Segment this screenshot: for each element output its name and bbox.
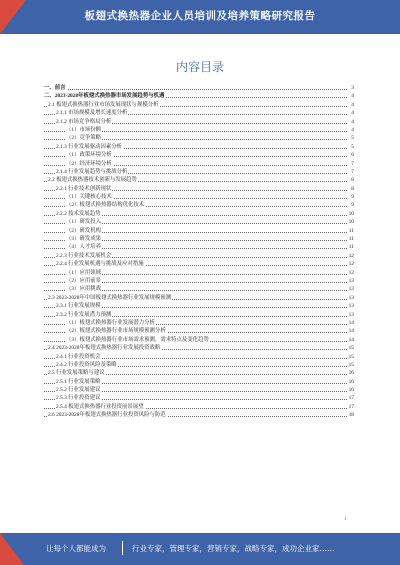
toc-entry-page: 4 bbox=[351, 93, 354, 100]
toc-entry-page: 16 bbox=[348, 370, 354, 377]
toc-entry-page: 5 bbox=[351, 143, 354, 150]
toc-entry-page: 16 bbox=[348, 378, 354, 385]
toc-entry[interactable] bbox=[44, 353, 354, 361]
toc-entry[interactable] bbox=[44, 411, 354, 419]
toc-entry[interactable] bbox=[44, 319, 354, 327]
toc-entry[interactable] bbox=[44, 252, 354, 260]
toc-entry[interactable] bbox=[44, 243, 354, 251]
header-bar bbox=[0, 0, 400, 34]
toc-entry-text: （1）应用领域 bbox=[66, 269, 102, 276]
toc-entry-text: （2）应用前景 bbox=[66, 277, 102, 284]
toc-entry[interactable] bbox=[44, 151, 354, 159]
toc-entry-text: （2）板翅式换热器行业市场规模预测分析 bbox=[66, 328, 166, 335]
toc-entry-text: （1）研发投入 bbox=[66, 219, 102, 226]
toc-entry-text: 2.4.1 行业投资机会 bbox=[56, 353, 101, 360]
toc-entry-text: （3）应用挑战 bbox=[66, 286, 102, 293]
toc-entry-text: 2.2.3 行业技术发展机会 bbox=[56, 252, 112, 259]
toc-entry-page: 17 bbox=[348, 395, 354, 402]
toc-entry-page: 11 bbox=[348, 227, 354, 234]
footer-tagline: 行业专家，管理专家，营销专家，战略专家，成功企业家…… bbox=[132, 544, 335, 553]
toc-entry[interactable] bbox=[44, 361, 354, 369]
toc-entry-text: 2.1.1 市场规模及增长速度分析 bbox=[56, 110, 128, 117]
toc-entry-page: 9 bbox=[351, 202, 354, 209]
toc-entry[interactable] bbox=[44, 193, 354, 201]
toc-entry[interactable] bbox=[44, 118, 354, 126]
toc-entry[interactable] bbox=[44, 227, 354, 235]
toc-entry-text: （2）板翅式换热器结构优化技术 bbox=[66, 202, 145, 209]
page-number: 1 bbox=[344, 517, 347, 522]
toc-entry[interactable] bbox=[44, 336, 354, 344]
toc-entry[interactable] bbox=[44, 302, 354, 310]
toc-entry-text: 2.5.4 板翅式换热器行业投资前景展望 bbox=[56, 403, 144, 410]
toc-entry[interactable] bbox=[44, 344, 354, 352]
footer-accent-triangle bbox=[0, 533, 24, 565]
toc-entry[interactable] bbox=[44, 160, 354, 168]
toc-entry-page: 12 bbox=[348, 269, 354, 276]
toc-entry-page: 7 bbox=[351, 160, 354, 167]
toc-entry-page: 5 bbox=[351, 135, 354, 142]
toc-entry[interactable] bbox=[44, 218, 354, 226]
toc-entry-text: 2.1.3 行业发展驱动因素分析 bbox=[56, 143, 123, 150]
toc-leader-dots bbox=[44, 89, 347, 90]
toc-entry[interactable] bbox=[44, 260, 354, 268]
toc-entry[interactable] bbox=[44, 386, 354, 394]
report-title: 板翅式换热器企业人员培训及培养策略研究报告 bbox=[84, 10, 316, 22]
toc-entry-text: 二、2023-2028年板翅式换热器市场发展趋势与机遇 bbox=[44, 93, 165, 100]
toc-entry-text: （3）板翅式换热器行业市场需求预测，需求特点及变化趋势 bbox=[66, 336, 209, 343]
toc-entry-text: 2.3.1 行业发展规模 bbox=[56, 303, 101, 310]
toc-entry-text: （1）板翅式换热器行业发展潜力分析 bbox=[66, 319, 155, 326]
toc-entry[interactable] bbox=[44, 126, 354, 134]
toc-entry-page: 4 bbox=[351, 126, 354, 133]
toc-entry-page: 7 bbox=[351, 168, 354, 175]
toc-entry[interactable] bbox=[44, 168, 354, 176]
toc-entry[interactable] bbox=[44, 134, 354, 142]
toc-entry-text: （1）关键核心技术 bbox=[66, 194, 112, 201]
toc-entry[interactable] bbox=[44, 176, 354, 184]
toc-entry-page: 15 bbox=[348, 353, 354, 360]
toc-entry-page: 12 bbox=[348, 261, 354, 268]
toc-entry-page: 4 bbox=[351, 118, 354, 125]
toc-entry[interactable] bbox=[44, 403, 354, 411]
toc-entry[interactable] bbox=[44, 311, 354, 319]
toc-entry[interactable] bbox=[44, 327, 354, 335]
toc-entry[interactable] bbox=[44, 185, 354, 193]
toc-entry-text: 2.2.4 行业发展机遇与挑战及应对措施 bbox=[56, 261, 144, 268]
toc-entry-page: 10 bbox=[348, 219, 354, 226]
toc-entry-text: （3）研发成果 bbox=[66, 236, 102, 243]
toc-entry-text: （2）竞争策略 bbox=[66, 135, 102, 142]
toc-entry[interactable] bbox=[44, 92, 354, 100]
toc-entry-text: （1）政策环境分析 bbox=[66, 152, 112, 159]
toc-entry-text: （2）经济环境分析 bbox=[66, 160, 112, 167]
toc-entry[interactable] bbox=[44, 143, 354, 151]
toc-entry-text: （2）研发机构 bbox=[66, 227, 102, 234]
toc-entry[interactable] bbox=[44, 269, 354, 277]
toc-entry[interactable] bbox=[44, 378, 354, 386]
toc-entry-text: 2.5.3 行业投资建议 bbox=[56, 395, 101, 402]
toc-entry-text: 2.4 2023-2028年板翅式换热器行业发展投资战略 bbox=[48, 345, 161, 352]
toc-entry-page: 13 bbox=[348, 311, 354, 318]
toc-entry-page: 4 bbox=[351, 110, 354, 117]
toc-heading: 内容目录 bbox=[175, 60, 224, 74]
toc-entry-text: 一、前言 bbox=[44, 85, 66, 91]
toc-entry[interactable] bbox=[44, 84, 354, 92]
toc-entry[interactable] bbox=[44, 201, 354, 209]
toc-entry-page: 11 bbox=[348, 244, 354, 251]
toc-entry-page: 16 bbox=[348, 387, 354, 394]
toc-entry-page: 13 bbox=[348, 294, 354, 301]
toc-entry-text: 2.1.4 行业发展趋势与挑战分析 bbox=[56, 168, 128, 175]
toc-entry-page: 12 bbox=[348, 252, 354, 259]
toc-entry-page: 17 bbox=[348, 403, 354, 410]
toc-entry-text: 2.3 2023-2028年中国板翅式换热器行业发展规模预测 bbox=[48, 294, 172, 301]
toc-entry-page: 14 bbox=[348, 319, 354, 326]
toc-entry-text: 2.1 板翅式换热器行业市场发展现状与规模分析 bbox=[48, 101, 159, 108]
toc-entry-page: 3 bbox=[351, 85, 354, 91]
toc-entry-text: 2.5 行业发展策略与建议 bbox=[48, 370, 105, 377]
toc-entry-page: 6 bbox=[351, 152, 354, 159]
toc-entry[interactable] bbox=[44, 394, 354, 402]
toc-entry-text: 2.2 板翅式换热器技术创新与发展趋势 bbox=[48, 177, 137, 184]
toc-entry-page: 15 bbox=[348, 361, 354, 368]
toc-entry-page: 18 bbox=[348, 412, 354, 419]
toc-entry-text: 2.4.2 行业投资风险及策略 bbox=[56, 361, 117, 368]
toc-entry[interactable] bbox=[44, 277, 354, 285]
toc-entry-text: 2.2.1 行业技术创新现状 bbox=[56, 185, 112, 192]
toc-entry[interactable] bbox=[44, 369, 354, 377]
toc-entry[interactable] bbox=[44, 101, 354, 109]
toc-entry-page: 9 bbox=[351, 194, 354, 201]
footer-divider bbox=[122, 541, 123, 555]
toc-entry-text: 2.5.1 行业发展策略 bbox=[56, 378, 101, 385]
toc-entry[interactable] bbox=[44, 235, 354, 243]
toc-entry-page: 15 bbox=[348, 345, 354, 352]
toc-entry-page: 14 bbox=[348, 336, 354, 343]
toc-entry-page: 8 bbox=[351, 177, 354, 184]
toc-entry[interactable] bbox=[44, 109, 354, 117]
toc-entry[interactable] bbox=[44, 294, 354, 302]
toc-entry-text: 2.1.2 市场竞争格局分析 bbox=[56, 118, 112, 125]
toc-entry-page: 14 bbox=[348, 328, 354, 335]
toc-entry[interactable] bbox=[44, 285, 354, 293]
toc-entry-text: 2.3.2 行业发展潜力预测 bbox=[56, 311, 112, 318]
toc-entry-page: 10 bbox=[348, 210, 354, 217]
toc-entry-text: 2.2.2 技术发展趋势 bbox=[56, 210, 101, 217]
toc-entry-page: 4 bbox=[351, 101, 354, 108]
toc-entry-page: 13 bbox=[348, 277, 354, 284]
footer-slogan: 让每个人都能成为 bbox=[46, 544, 106, 553]
toc-entry-text: （1）市场份额 bbox=[66, 126, 102, 133]
footer-bar bbox=[0, 533, 400, 565]
toc-entry-text: 2.5.2 行业发展建议 bbox=[56, 387, 101, 394]
toc-entry[interactable] bbox=[44, 210, 354, 218]
toc-entry-page: 13 bbox=[348, 303, 354, 310]
table-of-contents bbox=[44, 84, 354, 420]
toc-entry-page: 8 bbox=[351, 185, 354, 192]
toc-entry-text: （4）人才培养 bbox=[66, 244, 102, 251]
toc-entry-page: 11 bbox=[348, 236, 354, 243]
toc-entry-page: 13 bbox=[348, 286, 354, 293]
toc-entry-text: 2.6 2023-2028年板翅式换热器行业投资风险与防范 bbox=[48, 412, 166, 419]
